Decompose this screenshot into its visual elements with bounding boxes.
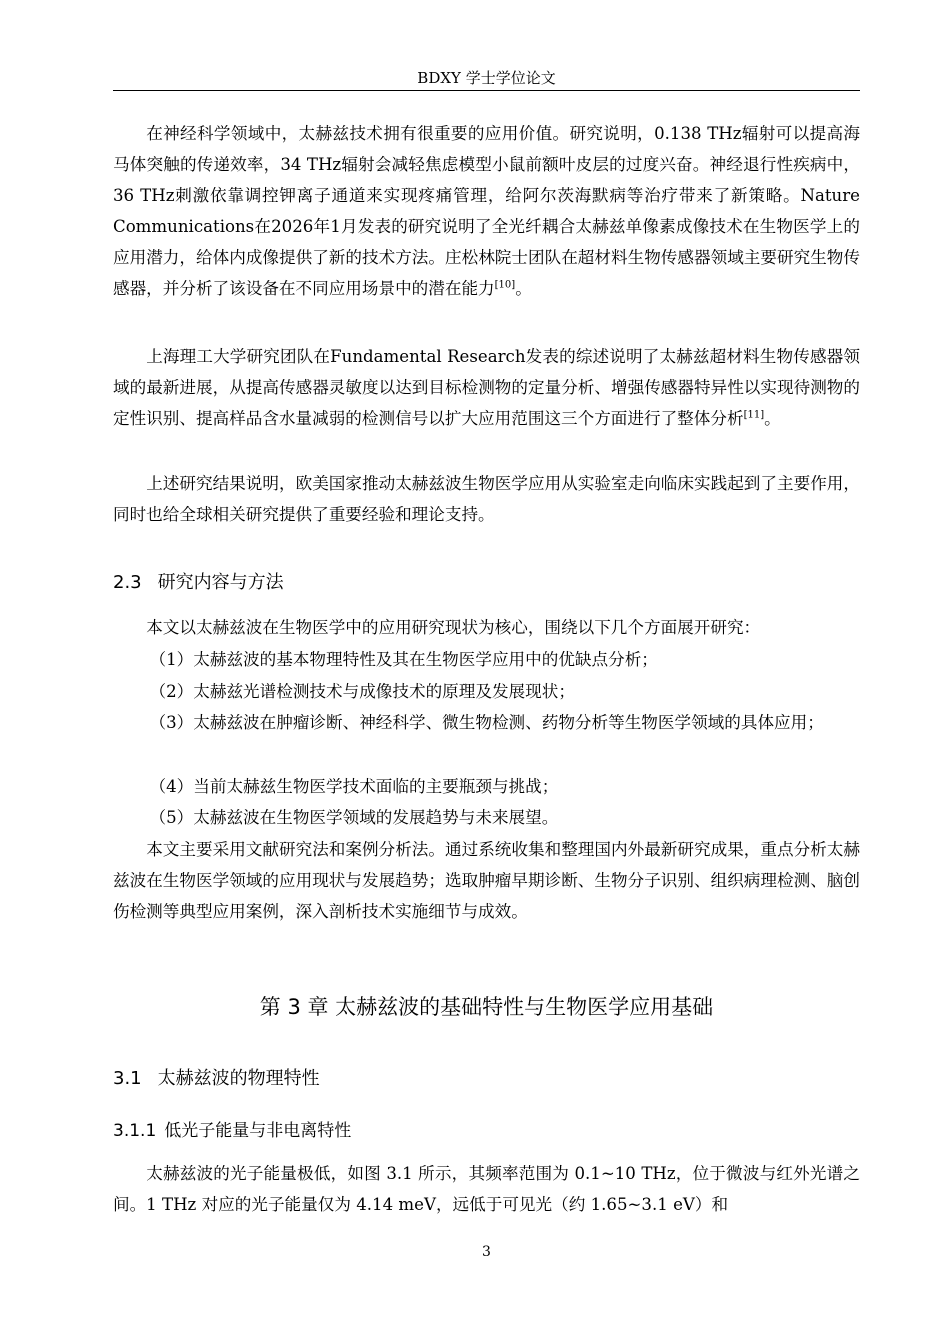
section-title: 太赫兹波的物理特性 — [157, 1068, 320, 1089]
paragraph-end: 。 — [515, 279, 532, 298]
paragraph-neuroscience — [113, 118, 860, 304]
paragraph-text: 在神经科学领域中，太赫兹技术拥有很重要的应用价值。研究说明，0.138 THz辐射可以提高海马体突触的传递效率，34 THz辐射会减轻焦虑模型小鼠前额叶皮层的过度兴奋。神经退行性疾病中，36 THz刺激依靠调控钾离子通道来实现疼痛管理，给阿尔茨海默病等治疗带来了新策略。Nature Communications在2026年1月发表的研究说明了全光纤耦合太赫兹单像素成像技术在生物医学上的应用潜力，给体内成像提供了新的技术方法。庄松林院士团队在超材料生物传感器领域主要研究生物传感器，并分析了该设备在不同应用场景中的潜在能力 — [113, 124, 860, 298]
subsection-title: 低光子能量与非电离特性 — [164, 1121, 352, 1141]
research-method: 本文主要采用文献研究法和案例分析法。通过系统收集和整理国内外最新研究成果，重点分析太赫兹波在生物医学领域的应用现状与发展趋势；选取肿瘤早期诊断、生物分子识别、组织病理检测、脑创伤检测等典型应用案例，深入剖析技术实施细节与成效。 — [113, 840, 860, 921]
paragraph-photon-energy: 太赫兹波的光子能量极低，如图 3.1 所示，其频率范围为 0.1~10 THz，位于微波与红外光谱之间。1 THz 对应的光子能量仅为 4.14 meV，远低于可见光（约 1.65~3.1 eV）和 — [113, 1164, 860, 1214]
list-item: （5）太赫兹波在生物医学领域的发展趋势与未来展望。 — [149, 808, 559, 827]
paragraph-metamaterial-review — [113, 341, 860, 434]
header-rule — [113, 90, 860, 91]
section-number: 3.1 — [113, 1068, 142, 1089]
list-item: （4）当前太赫兹生物医学技术面临的主要瓶颈与挑战； — [149, 777, 559, 796]
list-item: （3）太赫兹波在肿瘤诊断、神经科学、微生物检测、药物分析等生物医学领域的具体应用； — [149, 713, 824, 732]
paragraph-summary: 上述研究结果说明，欧美国家推动太赫兹波生物医学应用从实验室走向临床实践起到了主要作用，同时也给全球相关研究提供了重要经验和理论支持。 — [113, 474, 860, 524]
page-number: 3 — [482, 1244, 491, 1260]
paragraph-text: 上海理工大学研究团队在Fundamental Research发表的综述说明了太赫兹超材料生物传感器领域的最新进展，从提高传感器灵敏度以达到目标检测物的定量分析、增强传感器特异性以实现待测物的定性识别、提高样品含水量减弱的检测信号以扩大应用范围这三个方面进行了整体分析 — [113, 347, 860, 428]
citation-ref: [11] — [743, 409, 765, 421]
running-header: BDXY 学士学位论文 — [417, 69, 556, 87]
chapter-heading: 第 3 章 太赫兹波的基础特性与生物医学应用基础 — [259, 995, 714, 1019]
section-title: 研究内容与方法 — [157, 572, 284, 593]
subsection-number: 3.1.1 — [113, 1121, 157, 1141]
list-item: （2）太赫兹光谱检测技术与成像技术的原理及发展现状； — [149, 682, 575, 701]
subsection-heading-3-1-1 — [113, 1118, 351, 1144]
section-number: 2.3 — [113, 572, 142, 593]
research-intro: 本文以太赫兹波在生物医学中的应用研究现状为核心，围绕以下几个方面展开研究： — [146, 618, 761, 637]
section-heading-3-1 — [113, 1066, 320, 1092]
list-item: （1）太赫兹波的基本物理特性及其在生物医学应用中的优缺点分析； — [149, 650, 658, 669]
paragraph-end: 。 — [764, 409, 781, 428]
section-heading-2-3 — [113, 570, 284, 596]
citation-ref: [10] — [494, 279, 516, 291]
